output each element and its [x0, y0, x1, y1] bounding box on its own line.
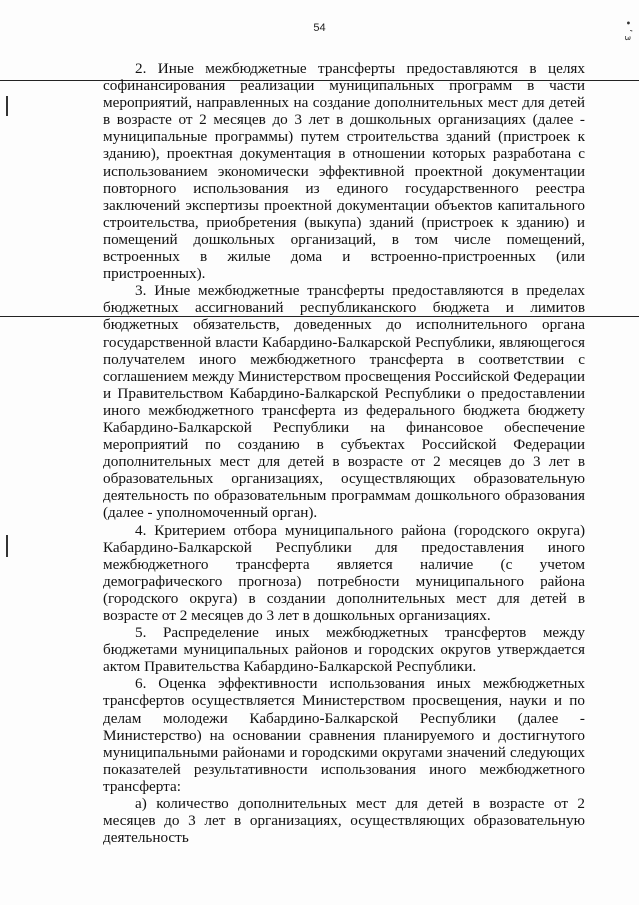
scan-tick-left-1	[6, 96, 8, 116]
paragraph-6a: а) количество дополнительных мест для детей в возрасте от 2 месяцев до 3 лет в организациях, осуществляющих образовательную деятельность	[103, 795, 585, 847]
paragraph-2: 2. Иные межбюджетные трансферты предоставляются в целях софинансирования реализации муниципальных программ в части мероприятий, направленных на создание дополнительных мест для детей в возрасте от 2 месяцев до 3 лет в дошкольных организациях (далее - муниципальные программы) путем строительства зданий (пристроек к зданию), проектная документация в отношении которых разработана с использованием экономически эффективной проектной документации повторного использования из единого государственного реестра заключений экспертизы проектной документации объектов капитального строительства, приобретения (выкупа) зданий (пристроек к зданию) и помещений дошкольных организаций, в том числе помещений, встроенных в жилые дома и встроенно-пристроенных (или пристроенных).	[103, 60, 585, 283]
paragraph-5: 5. Распределение иных межбюджетных трансфертов между бюджетами муниципальных районов и городских округов утверждается актом Правительства Кабардино-Балкарской Республики.	[103, 624, 585, 676]
margin-handwritten-marks: • ʼ з	[622, 20, 633, 41]
page-number: 54	[313, 22, 326, 34]
document-body	[103, 60, 585, 846]
paragraph-4: 4. Критерием отбора муниципального района (городского округа) Кабардино-Балкарской Республики для предоставления иного межбюджетного трансферта является наличие (с учетом демографического прогноза) потребности муниципального района (городского округа) в создании дополнительных мест для детей в возрасте от 2 месяцев до 3 лет в дошкольных организациях.	[103, 521, 585, 624]
scan-tick-left-2	[6, 535, 8, 557]
paragraph-3: 3. Иные межбюджетные трансферты предоставляются в пределах бюджетных ассигнований республиканского бюджета и лимитов бюджетных обязательств, доведенных до исполнительного органа государственной власти Кабардино-Балкарской Республики, являющегося получателем иного межбюджетного трансферта в соответствии с соглашением между Министерством просвещения Российской Федерации и Правительством Кабардино-Балкарской Республики о предоставлении иного межбюджетного трансферта из федерального бюджета бюджету Кабардино-Балкарской Республики на финансовое обеспечение мероприятий по созданию в субъектах Российской Федерации дополнительных мест для детей в возрасте от 2 месяцев до 3 лет в образовательных организациях, осуществляющих образовательную деятельность по образовательным программам дошкольного образования (далее - уполномоченный орган).	[103, 282, 585, 522]
paragraph-6: 6. Оценка эффективности использования иных межбюджетных трансфертов осуществляется Министерством просвещения, науки и по делам молодежи Кабардино-Балкарской Республики (далее - Министерство) на основании сравнения планируемого и достигнутого муниципальными районами и городскими округами значений следующих показателей результативности использования иного межбюджетного трансферта:	[103, 675, 585, 795]
